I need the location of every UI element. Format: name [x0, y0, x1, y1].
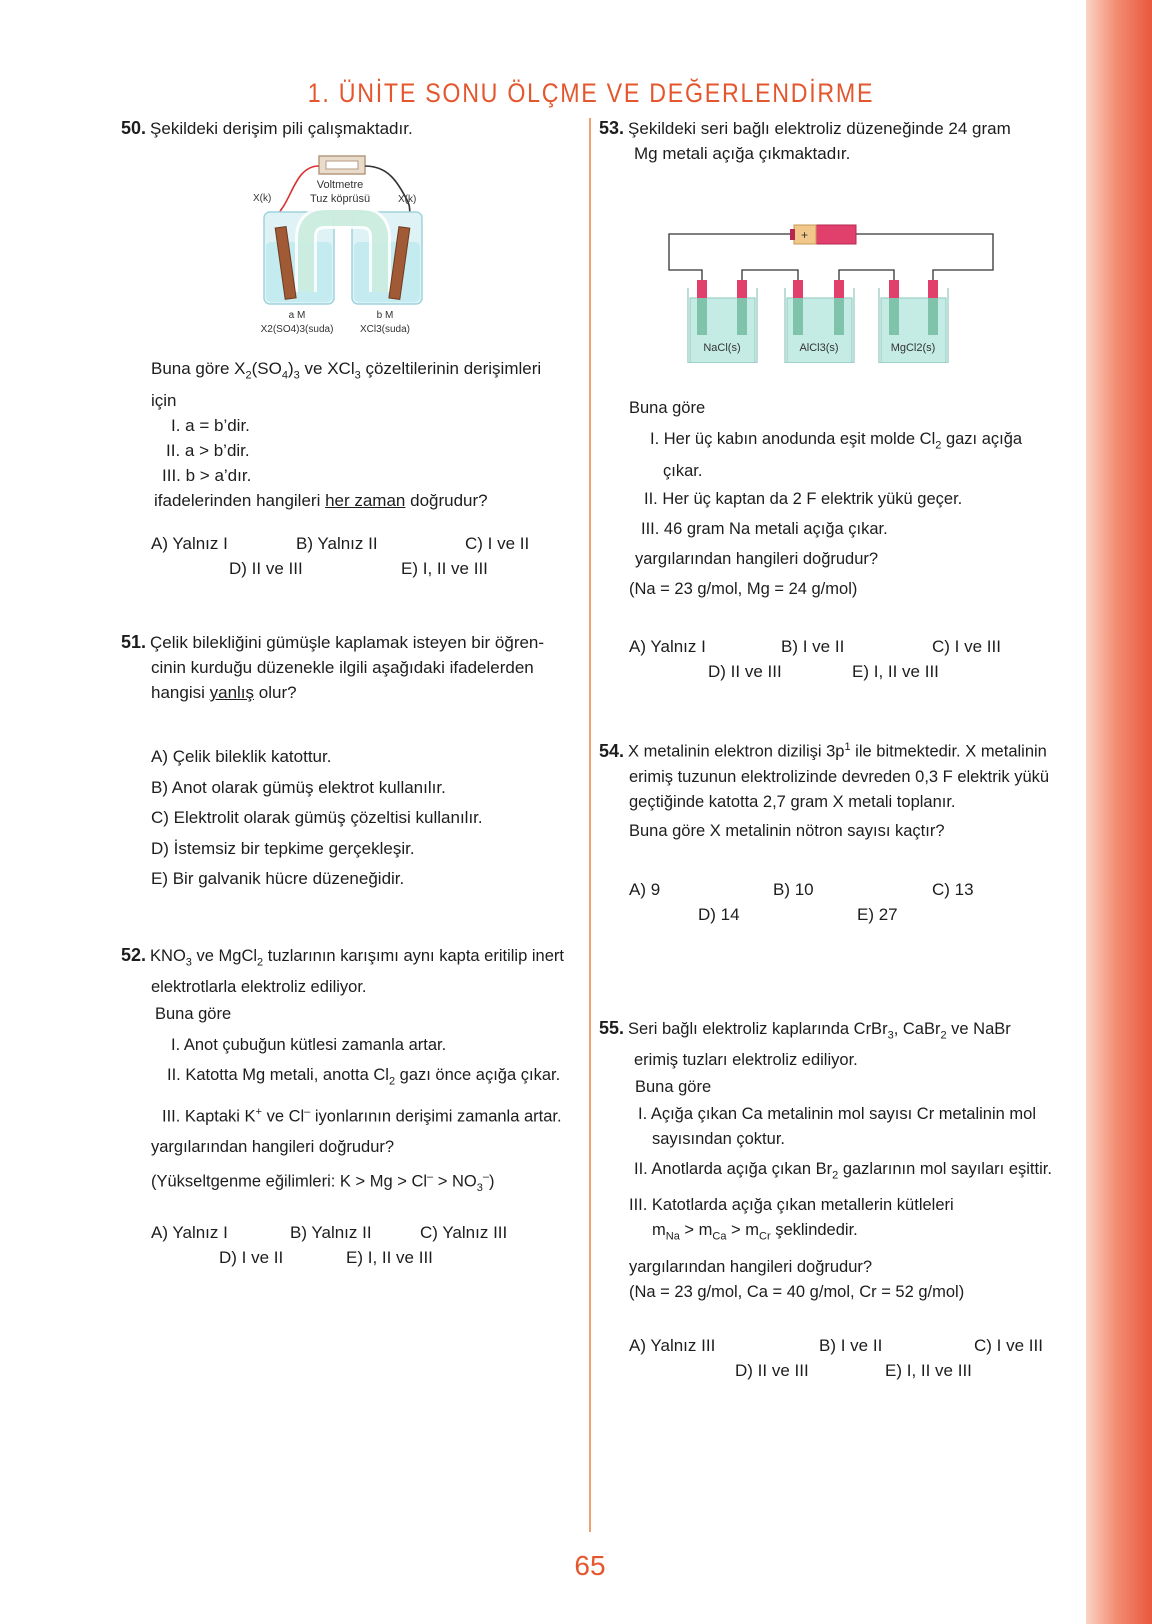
q53-given: (Na = 23 g/mol, Mg = 24 g/mol)	[629, 580, 858, 599]
question-51-options	[151, 742, 581, 895]
q50-text: için	[151, 391, 177, 411]
statement-2: II. Anotlarda açığa çıkan Br	[634, 1160, 833, 1178]
statement-1: I. Her üç kabın anodunda eşit molde Cl	[650, 430, 936, 448]
answer-option-a[interactable]: A) 9	[629, 880, 661, 899]
statement-3: iyonlarının derişimi zamanla artar.	[310, 1107, 562, 1126]
question-number: 53.	[599, 118, 625, 138]
left-concentration-label: a M	[288, 310, 306, 321]
q50-ask: doğrudur?	[405, 491, 488, 511]
statement-2: II. Her üç kaptan da 2 F elektrik yükü geçer.	[644, 490, 963, 509]
q52-note: )	[488, 1172, 495, 1191]
question-stem: hangisi	[151, 683, 210, 702]
question-53-body: Buna göre I. Her üç kabın anodunda eşit molde $Cl_2$ gazı açığa çıkar. II. Her üç kaptan da 2 F elektrik yükü geçer. III. 46 gram Na metali açığa çıkar. yargılarından hangileri doğrudur? (Na = 23 g/mol, Mg = 24 g/mol)	[629, 393, 1079, 604]
question-50-options	[151, 531, 581, 581]
question-number: 54.	[599, 740, 625, 761]
answer-option-b[interactable]: B) Yalnız II	[290, 1223, 372, 1242]
statement-3: > m	[679, 1221, 713, 1240]
question-55-body: Buna göre I. Açığa çıkan Ca metalinin mol sayısı Cr metalinin mol sayısından çoktur. II. Anotlarda açığa çıkan $Br_2$ gazlarının mol sayıları eşittir. III. Katotlarda açığa çıkan metallerin kütleleri $m_{Na} > m_{Ca} > m_{Cr}$ şeklindedir. yargılarından hangileri doğrudur? (Na = 23 g/mol, Ca = 40 g/mol, Cr = 52 g/mol)	[629, 1072, 1079, 1305]
answer-option-c[interactable]: C) 13	[932, 880, 974, 899]
statement-2: II. Katotta Mg metali, anotta Cl	[167, 1066, 389, 1084]
question-number: 51.	[121, 632, 147, 652]
question-54-options	[629, 877, 1059, 927]
question-stem: ve MgCl	[191, 947, 258, 965]
statement-1: I. Açığa çıkan Ca metalinin mol sayısı Cr metalinin mol	[638, 1105, 1036, 1123]
question-stem: ve NaBr	[946, 1020, 1011, 1038]
question-52-body: Buna göre I. Anot çubuğun kütlesi zamanla artar. II. Katotta Mg metali, anotta $Cl_2$ gazı önce açığa çıkar. III. Kaptaki K+ ve Cl– iyonlarının derişimi zamanla artar. yargılarından hangileri doğrudur? (Yükseltgenme eğilimleri: $K > Mg > Cl^- > NO_3^-$)	[151, 999, 591, 1204]
concentration-cell-figure	[248, 152, 443, 350]
q50-text: )	[288, 359, 294, 378]
answer-option-a[interactable]: A) Yalnız I	[629, 637, 706, 656]
q50-text: (SO	[251, 359, 282, 378]
q52-note: > NO	[433, 1172, 477, 1191]
answer-option-a[interactable]: A) Yalnız III	[629, 1336, 716, 1355]
question-stem: tuzlarının karışımı aynı kapta eritilip inert	[263, 947, 564, 965]
superscript: 1	[844, 741, 851, 753]
q55-lead: Buna göre	[635, 1078, 712, 1096]
subscript: Ca	[712, 1230, 727, 1243]
answer-option-c[interactable]: C) Elektrolit olarak gümüş çözeltisi kullanılır.	[151, 808, 483, 827]
salt-bridge-label: Tuz köprüsü	[309, 193, 371, 205]
page-title: 1. ÜNİTE SONU ÖLÇME VE DEĞERLENDİRME	[307, 78, 875, 108]
question-stem: , CaBr	[893, 1020, 941, 1038]
q52-ask: yargılarından hangileri doğrudur?	[151, 1137, 395, 1156]
question-number: 52.	[121, 945, 147, 965]
question-53-options	[629, 634, 1059, 684]
q50-ask: ifadelerinden hangileri	[154, 491, 326, 511]
q55-ask: yargılarından hangileri doğrudur?	[629, 1257, 873, 1276]
question-stem: erimiş tuzunun elektrolizinde devreden 0,3 F elektrik yükü	[629, 767, 1050, 786]
answer-option-e[interactable]: E) I, II ve III	[346, 1248, 433, 1267]
question-54	[599, 735, 1069, 844]
question-52-options	[151, 1220, 581, 1270]
statement-3: ve Cl	[261, 1107, 305, 1126]
statement-2: II. a > b’dir.	[166, 441, 250, 461]
statement-3: III. b > a’dır.	[162, 466, 252, 486]
statement-1: çıkar.	[663, 462, 703, 481]
answer-option-c[interactable]: C) Yalnız III	[420, 1223, 508, 1242]
answer-option-d[interactable]: D) II ve III	[229, 559, 303, 578]
question-number: 50.	[121, 118, 147, 138]
answer-option-a[interactable]: A) Yalnız I	[151, 534, 228, 553]
answer-option-d[interactable]: D) İstemsiz bir tepkime gerçekleşir.	[151, 838, 415, 858]
statement-1: I. Anot çubuğun kütlesi zamanla artar.	[171, 1035, 447, 1054]
answer-option-a[interactable]: A) Yalnız I	[151, 1223, 228, 1242]
answer-option-b[interactable]: B) I ve II	[819, 1336, 883, 1355]
answer-option-c[interactable]: C) I ve III	[974, 1336, 1043, 1355]
left-electrode-label: X(k)	[253, 193, 272, 204]
question-55-options	[629, 1333, 1069, 1383]
subscript: Cr	[759, 1230, 771, 1243]
subscript: Na	[665, 1230, 680, 1243]
answer-option-c[interactable]: C) I ve II	[465, 534, 530, 553]
question-53	[599, 116, 1059, 166]
page-number: 65	[574, 1550, 606, 1581]
question-stem-underlined: yanlış	[209, 683, 255, 702]
right-concentration-label: b M	[376, 310, 394, 321]
question-stem: Çelik bilekliğini gümüşle kaplamak isteyen bir öğren-	[150, 633, 545, 652]
statement-3: şeklindedir.	[770, 1221, 858, 1240]
question-stem: KNO	[150, 947, 186, 965]
question-stem: Seri bağlı elektroliz kaplarında CrBr	[628, 1020, 888, 1038]
right-solution-label: XCl3(suda)	[359, 324, 411, 335]
answer-option-b[interactable]: B) I ve II	[781, 637, 845, 656]
statement-3: III. 46 gram Na metali açığa çıkar.	[641, 520, 888, 539]
statement-1: gazı açığa	[941, 430, 1023, 448]
q53-lead: Buna göre	[629, 399, 706, 417]
decorative-side-band	[1086, 0, 1152, 1624]
question-51	[121, 630, 581, 705]
q54-ask: Buna göre X metalinin nötron sayısı kaçtır?	[629, 821, 945, 840]
answer-option-e[interactable]: E) 27	[857, 905, 898, 924]
question-stem: Şekildeki seri bağlı elektroliz düzeneğinde 24 gram	[628, 119, 1011, 138]
question-stem: geçtiğinde katotta 2,7 gram X metali toplanır.	[629, 792, 956, 811]
answer-option-d[interactable]: D) 14	[698, 905, 740, 924]
q50-text: çözeltilerinin derişimleri	[360, 359, 542, 378]
statement-2: gazlarının mol sayıları eşittir.	[838, 1160, 1052, 1178]
question-55: 55. Seri bağlı elektroliz kaplarında CrBr$_3$, CaBr$_2$ ve NaBr erimiş tuzları elektroliz ediliyor.	[599, 1016, 1069, 1073]
q52-note: (Yükseltgenme eğilimleri: K > Mg > Cl	[151, 1172, 428, 1191]
left-solution-label: X2(SO4)3(suda)	[260, 324, 334, 335]
q50-ask-underlined: her zaman	[325, 491, 406, 511]
battery-sign: +	[801, 228, 809, 242]
question-stem: Mg metali açığa çıkmaktadır.	[634, 144, 851, 163]
column-divider	[589, 118, 591, 1532]
statement-3: III. Kaptaki K	[162, 1107, 256, 1126]
answer-option-d[interactable]: D) II ve III	[708, 662, 782, 681]
question-50	[121, 116, 581, 141]
answer-option-b[interactable]: B) Anot olarak gümüş elektrot kullanılır.	[151, 777, 446, 797]
statement-3: III. Katotlarda açığa çıkan metallerin kütleleri	[629, 1196, 954, 1215]
statement-3: > m	[726, 1221, 759, 1240]
q52-lead: Buna göre	[155, 1005, 232, 1023]
statement-2: gazı önce açığa çıkar.	[395, 1066, 561, 1084]
question-stem: ile bitmektedir. X metalinin	[850, 742, 1047, 761]
question-stem: Şekildeki derişim pili çalışmaktadır.	[150, 119, 413, 138]
voltmeter-label: Voltmetre	[316, 179, 364, 191]
series-electrolysis-figure	[665, 218, 1001, 363]
q50-text: ve XCl	[299, 359, 355, 378]
statement-3: m	[652, 1221, 666, 1240]
statement-1: I. a = b’dir.	[171, 416, 250, 436]
answer-option-d[interactable]: D) II ve III	[735, 1361, 809, 1380]
answer-option-d[interactable]: D) I ve II	[219, 1248, 284, 1267]
answer-option-b[interactable]: B) 10	[773, 880, 814, 899]
statement-1: sayısından çoktur.	[652, 1130, 785, 1148]
question-50-body: Buna göre $X_2(SO_4)_3$ ve XCl$_3$ çözeltilerinin derişimleri için I. a = b’dir. II. a > b’dir. III. b > a’dır. ifadelerinden hangileri her zaman doğrudur?	[151, 356, 581, 513]
answer-option-c[interactable]: C) I ve III	[932, 637, 1001, 656]
answer-option-a[interactable]: A) Çelik bileklik katottur.	[151, 747, 332, 766]
question-stem: erimiş tuzları elektroliz ediliyor.	[634, 1051, 858, 1070]
question-stem: olur?	[254, 683, 297, 702]
cell1-label: NaCl(s)	[703, 342, 741, 354]
question-stem: X metalinin elektron dizilişi 3p	[628, 742, 845, 761]
question-stem: elektrotlarla elektroliz ediliyor.	[151, 978, 367, 997]
answer-option-e[interactable]: E) I, II ve III	[852, 662, 939, 681]
question-52: 52. $KNO_3$ ve MgCl$_2$ tuzlarının karışımı aynı kapta eritilip inert elektrotlarla elektroliz ediliyor.	[121, 943, 587, 1000]
answer-option-e[interactable]: E) I, II ve III	[885, 1361, 972, 1380]
q55-given: (Na = 23 g/mol, Ca = 40 g/mol, Cr = 52 g/mol)	[629, 1282, 965, 1301]
question-number: 55.	[599, 1018, 625, 1038]
answer-option-b[interactable]: B) Yalnız II	[296, 534, 378, 553]
answer-option-e[interactable]: E) I, II ve III	[401, 559, 488, 578]
right-electrode-label: X(k)	[398, 194, 417, 205]
question-stem: cinin kurduğu düzenekle ilgili aşağıdaki ifadelerden	[151, 658, 534, 677]
cell3-label: MgCl2(s)	[890, 342, 936, 354]
q53-ask: yargılarından hangileri doğrudur?	[635, 550, 879, 569]
q50-text: Buna göre X	[151, 359, 246, 378]
cell2-label: AlCl3(s)	[799, 342, 839, 354]
answer-option-e[interactable]: E) Bir galvanik hücre düzeneğidir.	[151, 869, 405, 888]
